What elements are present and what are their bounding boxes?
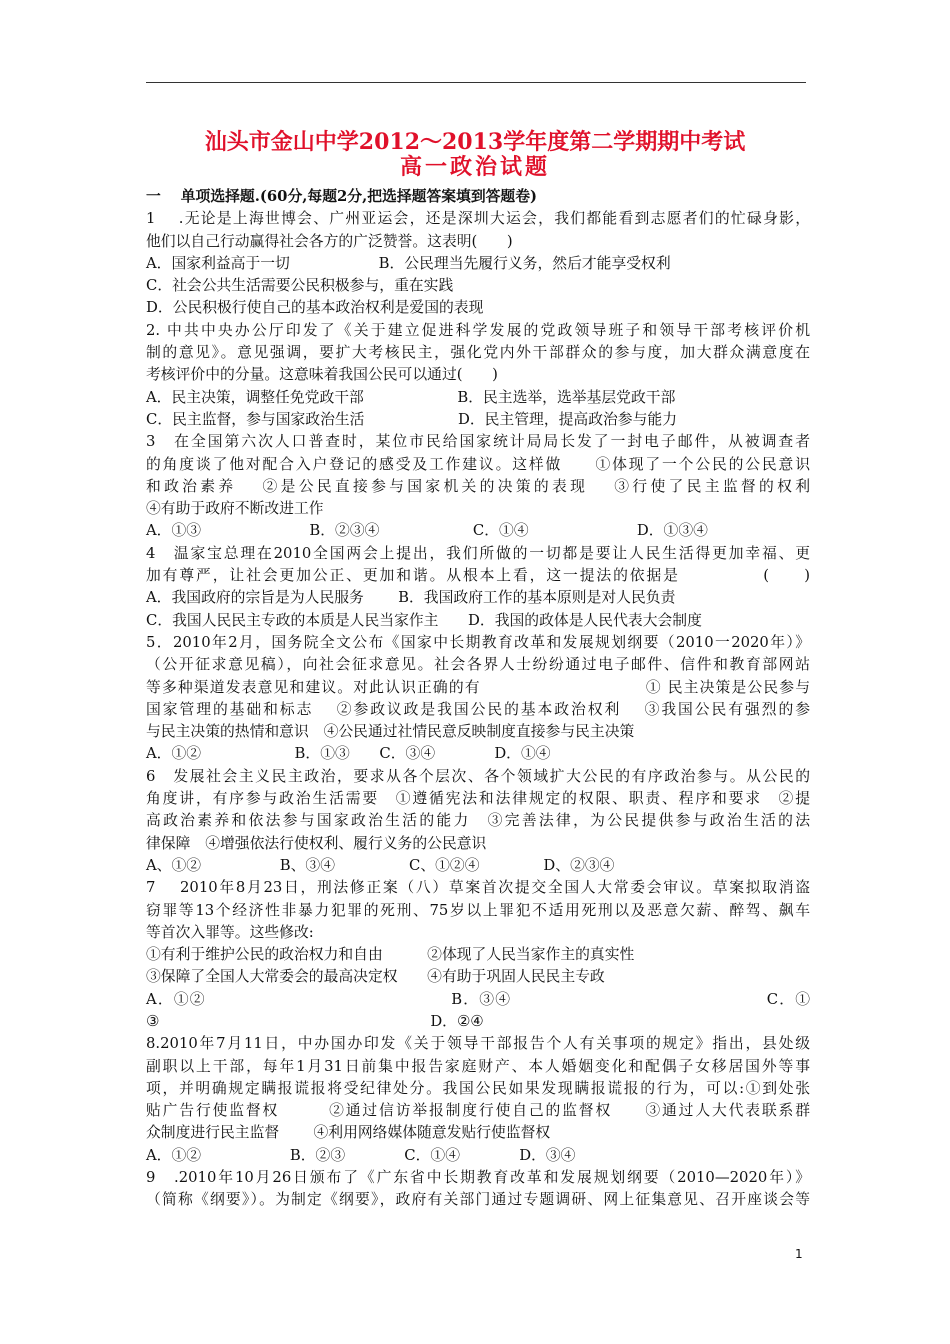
text-line: （简称《纲要》）。为制定《纲要》，政府有关部门通过专题调研、网上征集意见、召开座谈会等 (146, 1191, 810, 1209)
text-line: 加有尊严，让社会更加公正、更加和谐。从根本上看，这一提法的依据是 ( ) (146, 567, 810, 585)
exam-body (146, 186, 810, 1212)
text-line: C．我国人民民主专政的本质是人民当家作主 D．我国的政体是人民代表大会制度 (146, 611, 702, 629)
text-line: 他们以自己行动赢得社会各方的广泛赞誉。这表明( ) (146, 232, 513, 250)
text-line: A．①② B．③④ C．① (146, 990, 810, 1008)
text-line: 4 温家宝总理在2010全国两会上提出，我们所做的一切都是要让人民生活得更加幸福、更 (146, 544, 810, 562)
exam-title: 汕头市金山中学2012～2013学年度第二学期期中考试 (204, 129, 746, 155)
top-rule (146, 82, 806, 83)
exam-subtitle: 高一政治试题 (399, 154, 550, 180)
text-line: 制的意见》。意见强调，要扩大考核民主，强化党内外干部群众的参与度，加大群众满意度在 (146, 344, 810, 362)
text-line: 5．2010年2月，国务院全文公布《国家中长期教育改革和发展规划纲要（2010一2020年）》 (146, 633, 810, 651)
text-line: ③ D．②④ (146, 1012, 484, 1030)
text-line: 6 发展社会主义民主政治，要求从各个层次、各个领域扩大公民的有序政治参与。从公民的 (146, 767, 810, 785)
text-line: ①有利于维护公民的政治权力和自由 ②体现了人民当家作主的真实性 (146, 946, 635, 964)
text-line: A．我国政府的宗旨是为人民服务 B．我国政府工作的基本原则是对人民负责 (146, 589, 676, 607)
text-line: A．民主决策，调整任免党政干部 B．民主选举，选举基层党政干部 (146, 388, 676, 406)
text-line: 副职以上干部，每年1月31日前集中报告家庭财产、本人婚姻变化和配偶子女移居国外等事 (146, 1057, 810, 1075)
text-line: 众制度进行民主监督 ④利用网络媒体随意发贴行使监督权 (146, 1124, 551, 1142)
text-line: 等首次入罪等。这些修改: (146, 923, 314, 941)
text-line: 项，并明确规定瞒报谎报将受纪律处分。我国公民如果发现瞒报谎报的行为，可以:①到处张 (146, 1079, 810, 1097)
text-line: ③保障了全国人大常委会的最高决定权 ④有助于巩固人民民主专政 (146, 968, 605, 986)
text-line: A．①③ B．②③④ C．①④ D．①③④ (146, 522, 708, 540)
text-line: 的角度谈了他对配合入户登记的感受及工作建议。这样做 ①体现了一个公民的公民意识 (146, 455, 810, 473)
text-line: 9 .2010年10月26日颁布了《广东省中长期教育改革和发展规划纲要（2010—2020年）》 (146, 1169, 810, 1187)
text-line: 角度讲，有序参与政治生活需要 ①遵循宪法和法律规定的权限、职责、程序和要求 ②提 (146, 790, 810, 808)
text-line: C．民主监督，参与国家政治生活 D．民主管理，提高政治参与能力 (146, 410, 677, 428)
section-heading: 一 单项选择题.(60分,每题2分,把选择题答案填到答题卷) (146, 188, 538, 205)
text-line: 贴广告行使监督权 ②通过信访举报制度行使自己的监督权 ③通过人大代表联系群 (146, 1102, 810, 1120)
text-line: A、①② B、③④ C、①②④ D、②③④ (146, 856, 615, 874)
text-line: 8.2010年7月11日，中办国办印发《关于领导干部报告个人有关事项的规定》指出，县处级 (146, 1035, 810, 1053)
text-line: D．公民积极行使自己的基本政治权利是爱国的表现 (146, 299, 484, 317)
text-line: 律保障 ④增强依法行使权利、履行义务的公民意识 (146, 834, 487, 852)
text-line: （公开征求意见稿），向社会征求意见。社会各界人士纷纷通过电子邮件、信件和教育部网站 (146, 656, 810, 674)
text-line: 7 2010年8月23日，刑法修正案（八）草案首次提交全国人大常委会审议。草案拟取消盗 (146, 879, 810, 897)
text-line: ④有助于政府不断改进工作 (146, 500, 324, 518)
text-line: 等多种渠道发表意见和建议。对此认识正确的有 ① 民主决策是公民参与 (146, 678, 810, 696)
text-line: A．国家利益高于一切 B．公民理当先履行义务，然后才能享受权利 (146, 254, 671, 272)
text-line: 2. 中共中央办公厅印发了《关于建立促进科学发展的党政领导班子和领导干部考核评价机 (146, 321, 810, 339)
text-line: 与民主决策的热情和意识 ④公民通过社情民意反映制度直接参与民主决策 (146, 723, 635, 741)
text-line: A．①② B．②③ C．①④ D．③④ (146, 1146, 576, 1164)
text-line: C．社会公共生活需要公民积极参与，重在实践 (146, 277, 454, 295)
page-number: 1 (795, 1247, 803, 1261)
text-line: 窃罪等13个经济性非暴力犯罪的死刑、75岁以上罪犯不适用死刑以及恶意欠薪、醉驾、飙车 (146, 901, 810, 919)
text-line: 3 在全国第六次人口普查时，某位市民给国家统计局局长发了一封电子邮件，从被调查者 (146, 433, 810, 451)
text-line: 1 .无论是上海世博会、广州亚运会，还是深圳大运会，我们都能看到志愿者们的忙碌身影， (146, 210, 810, 228)
text-line: 国家管理的基础和标志 ②参政议政是我国公民的基本政治权利 ③我国公民有强烈的参 (146, 700, 810, 718)
text-line: 和政治素养 ②是公民直接参与国家机关的决策的表现 ③行使了民主监督的权利 (146, 477, 810, 495)
text-line: A．①② B．①③ C．③④ D．①④ (146, 745, 551, 763)
text-line: 考核评价中的分量。这意味着我国公民可以通过( ) (146, 366, 498, 384)
text-line: 高政治素养和依法参与国家政治生活的能力 ③完善法律，为公民提供参与政治生活的法 (146, 812, 810, 830)
